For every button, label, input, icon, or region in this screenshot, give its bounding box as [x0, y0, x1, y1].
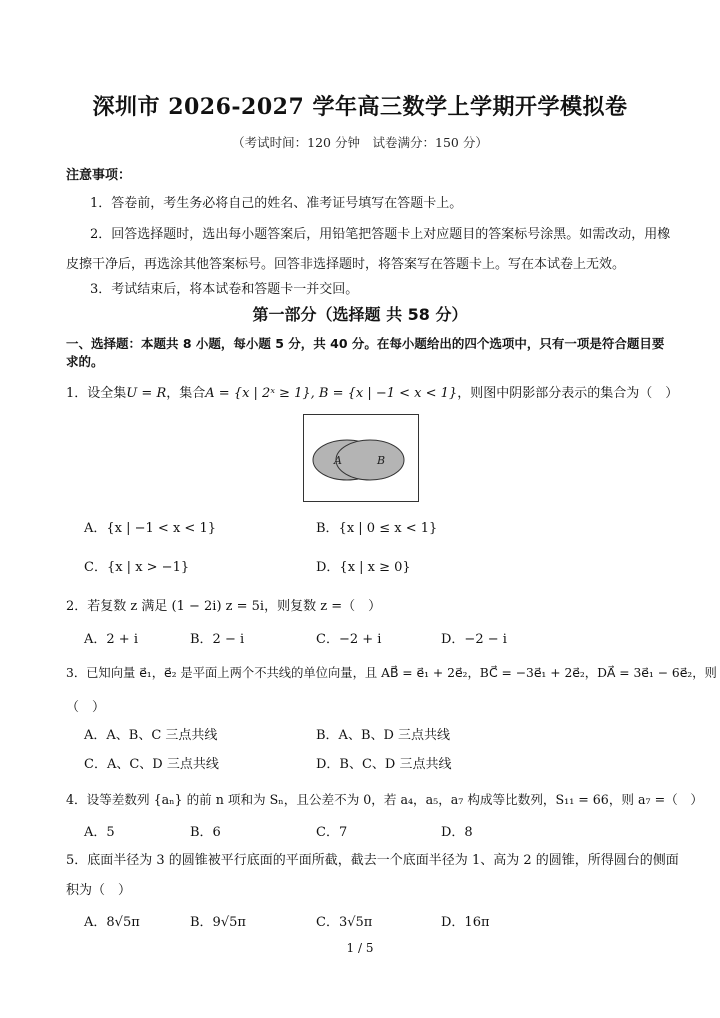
venn-diagram [303, 414, 419, 502]
q3-option-b: B．A、B、D 三点共线 [316, 728, 451, 743]
q4-option-d: D．8 [441, 825, 473, 840]
q4-option-b: B．6 [190, 825, 221, 840]
q5-option-c: C．3√5π [316, 915, 373, 930]
question-3: 3．已知向量 e⃗₁，e⃗₂ 是平面上两个不共线的单位向量，且 AB⃗ = e⃗₁ + 2e⃗₂，BC⃗ = −3e⃗₁ + 2e⃗₂，DA⃗ = 3e⃗₁ − 6e⃗₂，则 [66, 666, 717, 680]
note-1: 1．答卷前，考生务必将自己的姓名、准考证号填写在答题卡上。 [90, 196, 463, 211]
q5-option-b: B．9√5π [190, 915, 246, 930]
venn-label-b: B [377, 454, 386, 467]
q3-option-a: A．A、B、C 三点共线 [84, 728, 218, 743]
venn-svg [304, 415, 418, 501]
q3-option-d: D．B、C、D 三点共线 [316, 757, 452, 772]
question-4: 4．设等差数列 {aₙ} 的前 n 项和为 Sₙ，且公差不为 0，若 a₄，a₅，a₇ 构成等比数列，S₁₁ = 66，则 a₇ =（ ） [66, 792, 703, 807]
q1-equals: = [137, 386, 157, 401]
note-3: 3．考试结束后，将本试卷和答题卡一并交回。 [90, 282, 359, 297]
question-5-line-1: 5．底面半径为 3 的圆锥被平行底面的平面所截，截去一个底面半径为 1、高为 2 的圆锥，所得圆台的侧面 [66, 853, 679, 868]
q1-option-d: D．{x | x ≥ 0} [316, 560, 411, 575]
q4-option-a: A．5 [84, 825, 115, 840]
venn-circle-b [336, 440, 404, 480]
q1-text-a: 设全集 [87, 386, 127, 401]
question-1 [66, 382, 678, 401]
exam-info: （考试时间：120 分钟 试卷满分：150 分） [232, 135, 488, 150]
question-2: 2．若复数 z 满足 (1 − 2i) z = 5i，则复数 z =（ ） [66, 599, 382, 614]
q1-set-definitions: A = {x | 2ˣ ≥ 1}, B = {x | −1 < x < 1} [205, 386, 458, 401]
q2-option-d: D．−2 − i [441, 632, 507, 647]
q1-option-a: A．{x | −1 < x < 1} [84, 521, 216, 536]
q1-option-b: B．{x | 0 ≤ x < 1} [316, 521, 438, 536]
q5-option-a: A．8√5π [84, 915, 140, 930]
q2-option-b: B．2 − i [190, 632, 245, 647]
q1-option-c: C．{x | x > −1} [84, 560, 190, 575]
q1-universal-set: U [126, 386, 138, 401]
q1-number: 1． [66, 386, 88, 401]
q1-real-set: R [156, 386, 167, 401]
part-title: 第一部分（选择题 共 58 分） [252, 305, 468, 324]
venn-label-a: A [334, 454, 342, 467]
q5-option-d: D．16π [441, 915, 490, 930]
q3-paren: （ ） [66, 700, 106, 715]
question-5-line-2: 积为（ ） [66, 883, 132, 898]
note-2a: 2．回答选择题时，选出每小题答案后，用铅笔把答题卡上对应题目的答案标号涂黑。如需改动，用橡 [90, 227, 671, 242]
q1-text-b: ，集合 [166, 386, 206, 401]
q2-option-a: A．2 + i [84, 632, 138, 647]
note-2b: 皮擦干净后，再选涂其他答案标号。回答非选择题时，将答案写在答题卡上。写在本试卷上无效。 [66, 257, 626, 272]
q3-option-c: C．A、C、D 三点共线 [84, 757, 219, 772]
q2-option-c: C．−2 + i [316, 632, 382, 647]
q4-option-c: C．7 [316, 825, 348, 840]
section-instruction: 一、选择题：本题共 8 小题，每小题 5 分，共 40 分。在每小题给出的四个选项中，只有一项是符合题目要求的。 [66, 336, 665, 369]
notes-heading: 注意事项： [66, 168, 132, 183]
page-title: 深圳市 2026-2027 学年高三数学上学期开学模拟卷 [92, 94, 628, 120]
page-number: 1 / 5 [346, 941, 374, 955]
q1-text-c: ，则图中阴影部分表示的集合为（ ） [457, 386, 679, 401]
